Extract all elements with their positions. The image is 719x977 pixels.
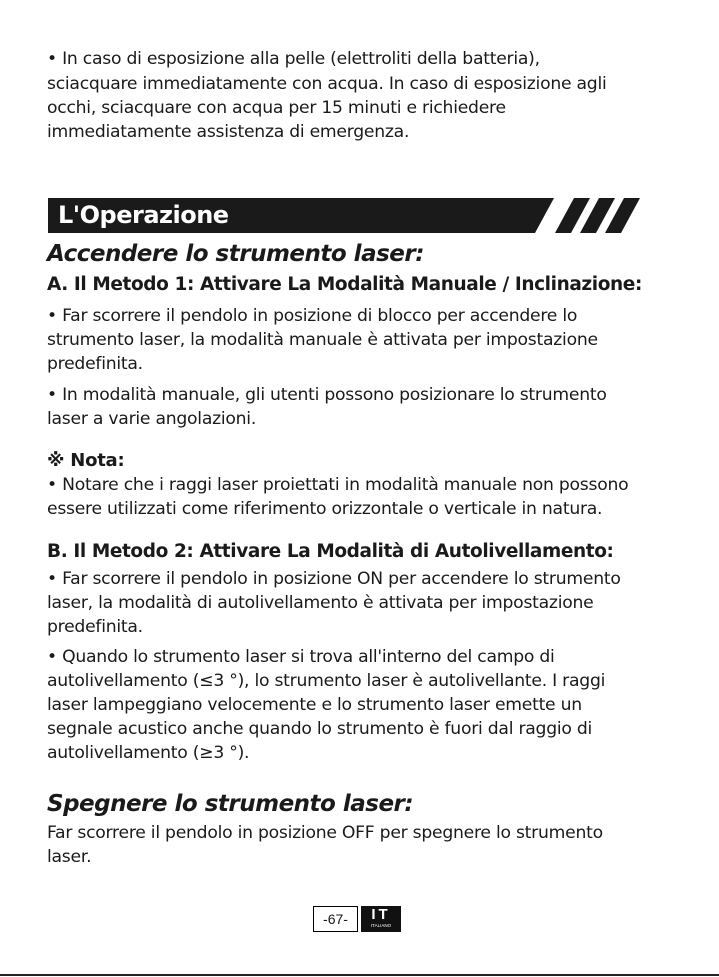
method-a-line: strumento laser, la modalità manuale è attivata per impostazione [47, 330, 598, 350]
language-code: IT [371, 906, 391, 923]
page-number: -67- [313, 906, 358, 932]
method-a-line: • In modalità manuale, gli utenti possono posizionare lo strumento [47, 385, 607, 405]
method-b-line: • Quando lo strumento laser si trova all'interno del campo di [47, 647, 555, 667]
method-b-line: laser lampeggiano velocemente e lo strumento laser emette un [47, 695, 582, 715]
page-footer [313, 906, 401, 932]
note-line: • Notare che i raggi laser proiettati in modalità manuale non possono [47, 475, 629, 495]
method-a-line: • Far scorrere il pendolo in posizione di blocco per accendere lo [47, 306, 578, 326]
power-on-heading: Accendere lo strumento laser: [47, 241, 424, 267]
method-b-line: autolivellamento (≤3 °), lo strumento laser è autolivellante. I raggi [47, 671, 606, 691]
intro-line: sciacquare immediatamente con acqua. In caso di esposizione agli [47, 74, 607, 94]
method-b-line: predefinita. [47, 617, 143, 637]
power-off-line: Far scorrere il pendolo in posizione OFF per spegnere lo strumento [47, 823, 603, 843]
intro-line: occhi, sciacquare con acqua per 15 minuti e richiedere [47, 98, 506, 118]
intro-line: immediatamente assistenza di emergenza. [47, 122, 410, 142]
section-title: L'Operazione [58, 201, 229, 229]
intro-line: • In caso di esposizione alla pelle (elettroliti della batteria), [47, 49, 540, 69]
method-b-line: • Far scorrere il pendolo in posizione ON per accendere lo strumento [47, 569, 621, 589]
method-a-line: predefinita. [47, 354, 143, 374]
language-name: ITALIANO [370, 923, 392, 928]
method-b-line: segnale acustico anche quando lo strumento è fuori dal raggio di [47, 719, 593, 739]
language-badge [361, 906, 401, 932]
method-a-line: laser a varie angolazioni. [47, 409, 257, 429]
bottom-rule [0, 974, 719, 976]
note-label: ※ Nota: [47, 450, 125, 471]
method-a-heading: A. Il Metodo 1: Attivare La Modalità Manuale / Inclinazione: [47, 274, 642, 295]
method-b-heading: B. Il Metodo 2: Attivare La Modalità di Autolivellamento: [47, 541, 614, 562]
power-off-line: laser. [47, 847, 92, 867]
note-line: essere utilizzati come riferimento orizzontale o verticale in natura. [47, 499, 603, 519]
method-b-line: autolivellamento (≥3 °). [47, 743, 250, 763]
method-b-line: laser, la modalità di autolivellamento è attivata per impostazione [47, 593, 594, 613]
power-off-heading: Spegnere lo strumento laser: [47, 791, 414, 817]
